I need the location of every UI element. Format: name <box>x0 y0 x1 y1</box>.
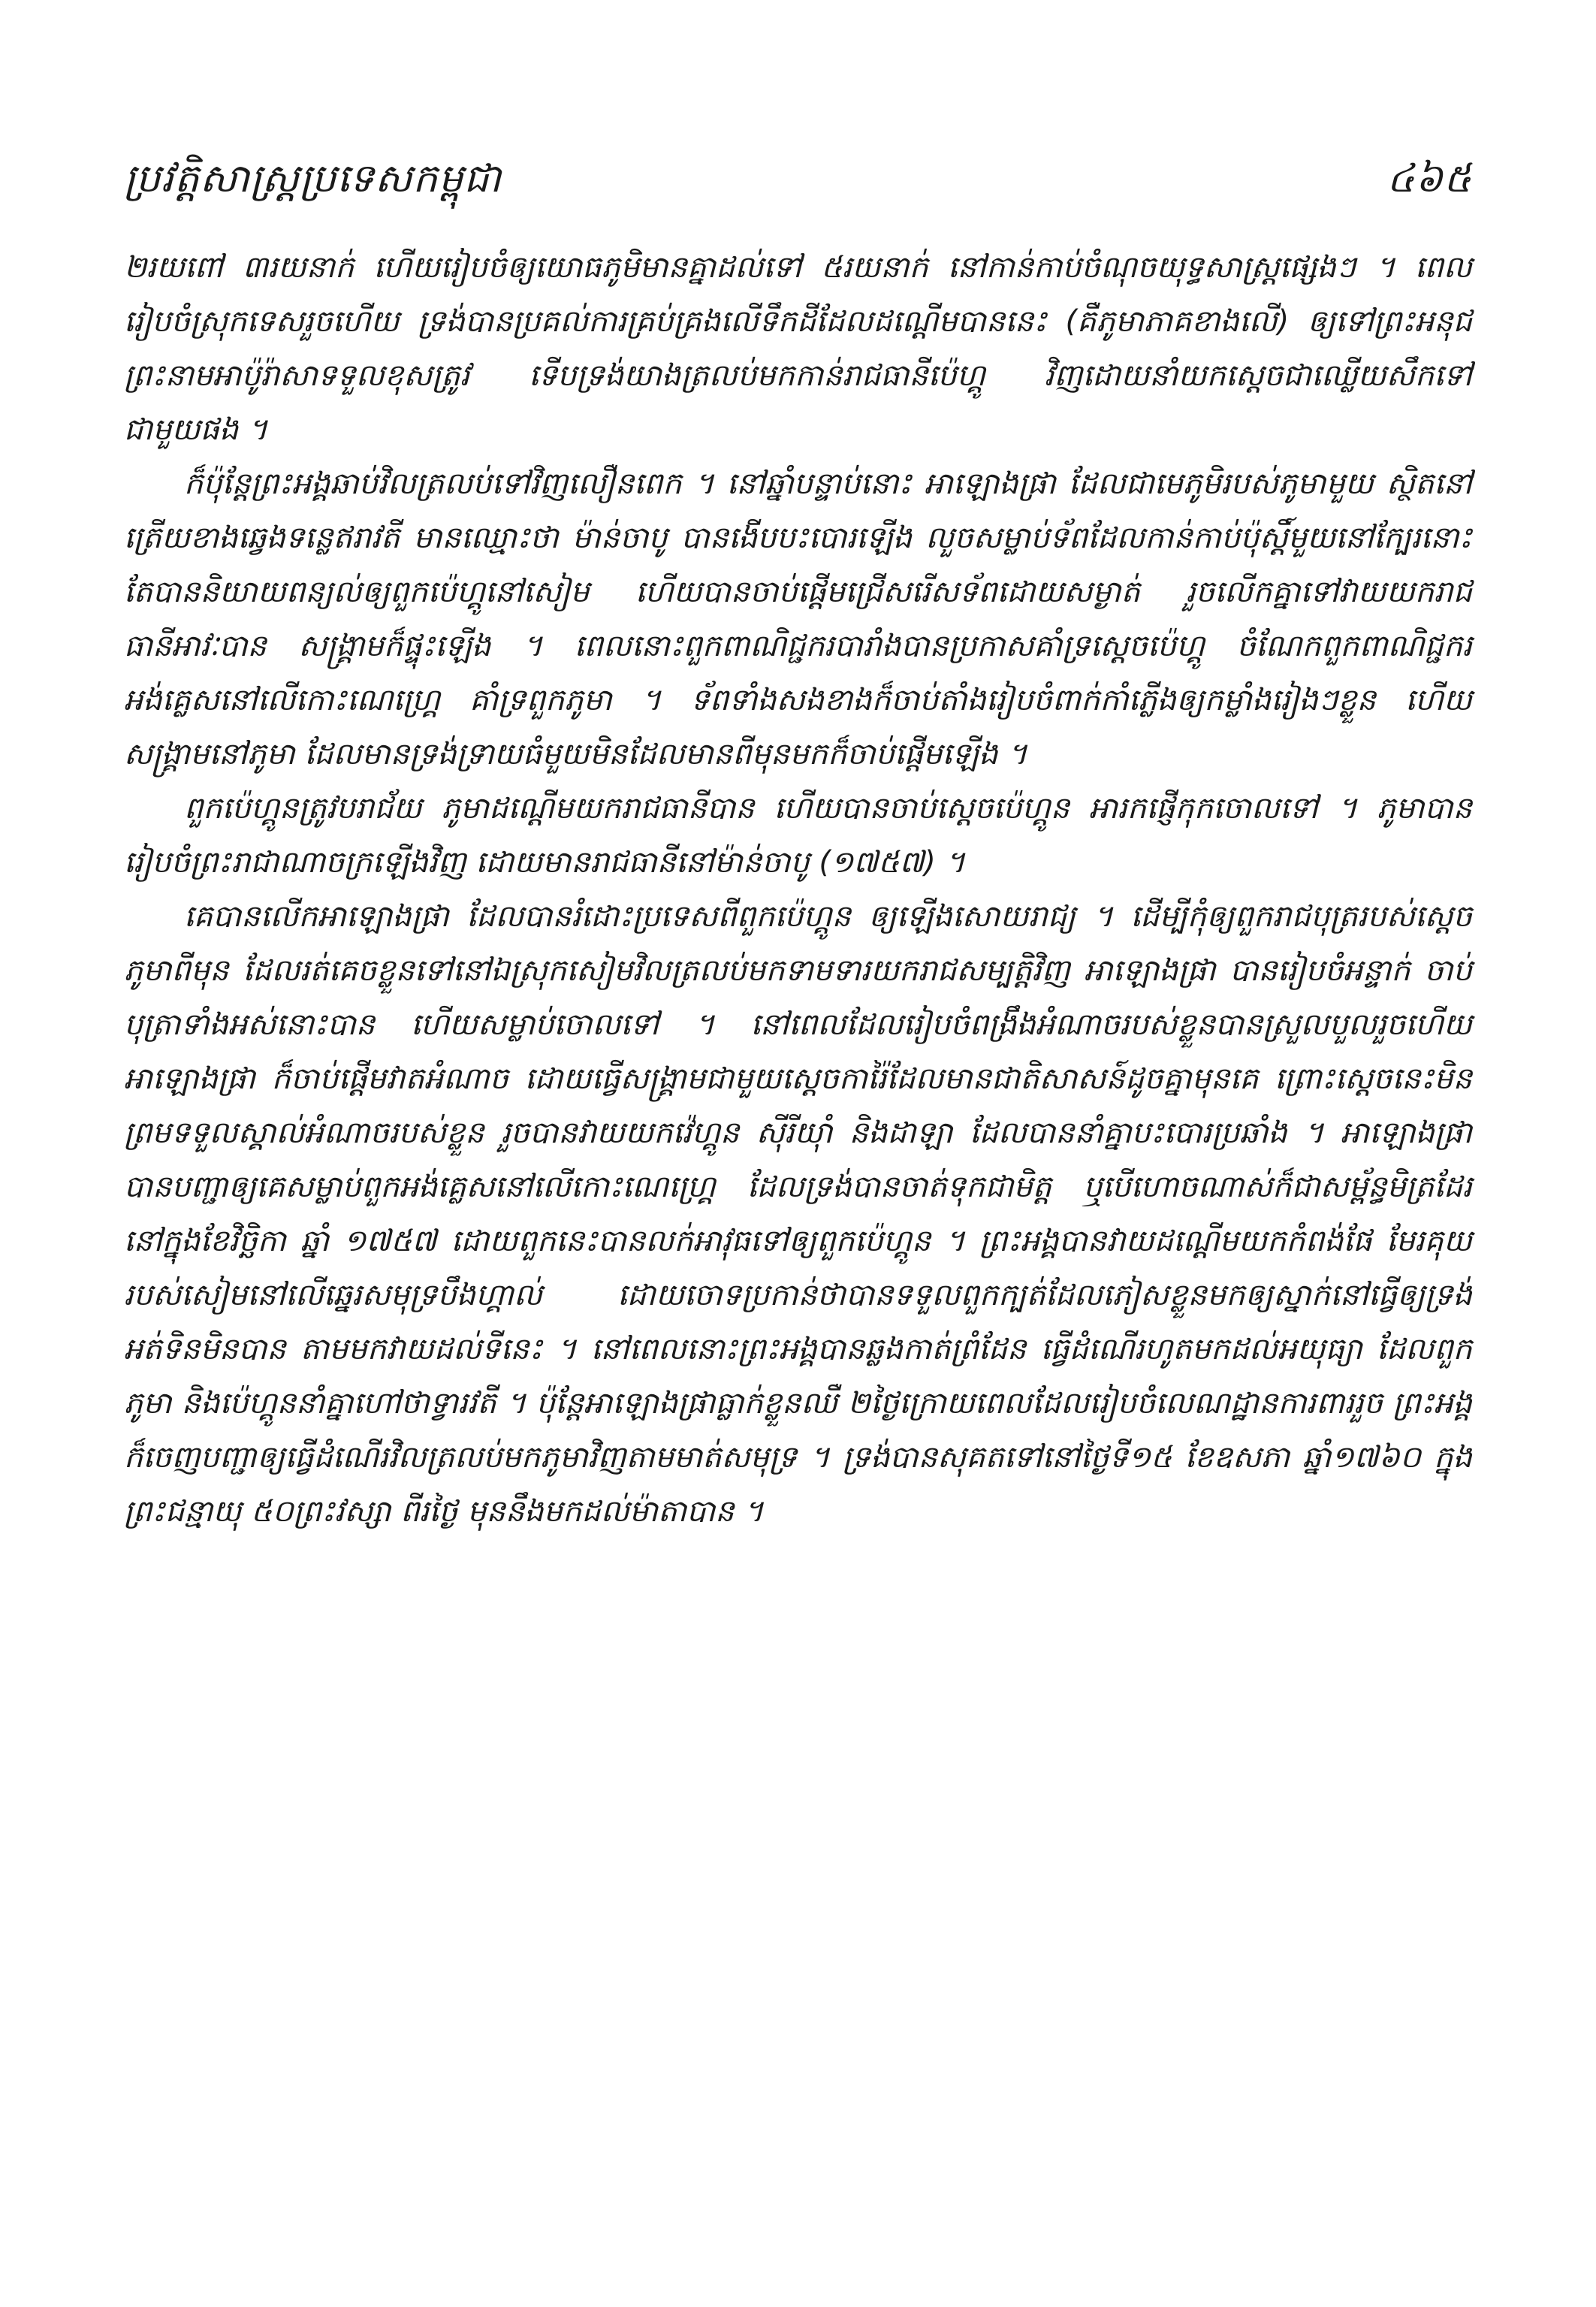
body-text <box>124 240 1472 1539</box>
page-number: ៤៦៥ <box>1386 156 1472 201</box>
paragraph: ក៏ប៉ុន្តែព្រះអង្គឆាប់វិលត្រលប់ទៅវិញលឿនពេក ។ នៅឆ្នាំបន្ទាប់នោះ អាឡោងផ្រា ដែលជាមេភូមិរបស់ភូមាមួយ ស្ថិតនៅត្រើយខាងឆ្វេងទន្លេឥរាវតី មានឈ្មោះថា ម៉ាន់ចាបូ បានងើបបះបោរឡើង លួចសម្លាប់ទ័ពដែលកាន់កាប់ប៉ុស្តិ៍មួយនៅក្បែរនោះ តែបាននិយាយពន្យល់ឲ្យពួកប៉េហ្គូនៅសៀម ហើយបានចាប់ផ្តើមជ្រើសរើសទ័ពដោយសម្ងាត់ រួចលើកគ្នាទៅវាយយករាជធានីអាវៈបាន សង្គ្រាមក៏ផ្ទុះឡើង ។ ពេលនោះពួកពាណិជ្ជករបារាំងបានប្រកាសគាំទ្រស្តេចប៉េហ្គូ ចំណែកពួកពាណិជ្ជករអង់គ្លេសនៅលើកោះណេហ្គ្រេ គាំទ្រពួកភូមា ។ ទ័ពទាំងសងខាងក៏ចាប់តាំងរៀបចំពាក់កាំភ្លើងឲ្យកម្លាំងរៀងៗខ្លួន ហើយសង្គ្រាមនៅភូមា ដែលមានទ្រង់ទ្រាយធំមួយមិនដែលមានពីមុនមកក៏ចាប់ផ្តើមឡើង ។ <box>124 467 1472 772</box>
running-title: ប្រវត្តិសាស្ត្រប្រទេសកម្ពុជា <box>124 156 502 201</box>
page-header <box>124 154 1472 214</box>
paragraph: ពួកប៉េហ្គូនត្រូវបរាជ័យ ភូមាដណ្តើមយករាជធានីបាន ហើយបានចាប់ស្តេចប៉េហ្គូន អារកផ្ញើកុកចោលទៅ ។ ភូមាបានរៀបចំព្រះរាជាណាចក្រឡើងវិញ ដោយមានរាជធានីនៅម៉ាន់ចាបូ (១៧៥៧) ។ <box>124 791 1472 880</box>
paragraph: គេបានលើកអាឡោងផ្រា ដែលបានរំដោះប្រទេសពីពួកប៉េហ្គូន ឲ្យឡើងសោយរាជ្យ ។ ដើម្បីកុំឲ្យពួករាជបុត្ររបស់ស្តេចភូមាពីមុន ដែលរត់គេចខ្លួនទៅនៅឯស្រុកសៀមវិលត្រលប់មកទាមទារយករាជសម្បត្តិវិញ អាឡោងផ្រា បានរៀបចំអន្ទាក់ ចាប់បុត្រាទាំងអស់នោះបាន ហើយសម្លាប់ចោលទៅ ។ នៅពេលដែលរៀបចំពង្រឹងអំណាចរបស់ខ្លួនបានស្រួលបួលរួចហើយ អាឡោងផ្រា ក៏ចាប់ផ្តើមវាតអំណាច ដោយធ្វើសង្គ្រាមជាមួយស្តេចការ៉ៃដែលមានជាតិសាសន៍ដូចគ្នាមុនគេ ព្រោះស្តេចនេះមិនព្រមទទួលស្គាល់អំណាចរបស់ខ្លួន រួចបានវាយយកវ៉េហ្គូន ស៊ីរីយ៉ាំ និងដាឡា ដែលបាននាំគ្នាបះបោរប្រឆាំង ។ អាឡោងផ្រា បានបញ្ជាឲ្យគេសម្លាប់ពួកអង់គ្លេសនៅលើកោះណេហ្គ្រេ ដែលទ្រង់បានចាត់ទុកជាមិត្ត ឬបើហោចណាស់ក៏ជាសម្ព័ន្ធមិត្រដែរ នៅក្នុងខែវិច្ឆិកា ឆ្នាំ ១៧៥៧ ដោយពួកនេះបានលក់អាវុធទៅឲ្យពួកប៉េហ្គូន ។ ព្រះអង្គបានវាយដណ្តើមយកកំពង់ផែ មែរគុយ របស់សៀមនៅលើឆ្នេរសមុទ្របឹងហ្គាល់ ដោយចោទប្រកាន់ថាបានទទួលពួកក្បត់ដែលភៀសខ្លួនមកឲ្យស្នាក់នៅធ្វើឲ្យទ្រង់អត់ទិនមិនបាន តាមមកវាយដល់ទីនេះ ។ នៅពេលនោះព្រះអង្គបានឆ្លងកាត់ព្រំដែន ធ្វើដំណើរហូតមកដល់អយុធ្យា ដែលពួកភូមា និងប៉េហ្គូននាំគ្នាហៅថាទ្វារវតី ។ ប៉ុន្តែអាឡោងផ្រាធ្លាក់ខ្លួនឈឺ ២ថ្ងៃក្រោយពេលដែលរៀបចំលេណដ្ឋានការពាររួច ព្រះអង្គក៏ចេញបញ្ជាឲ្យធ្វើដំណើរវិលត្រលប់មកភូមាវិញតាមមាត់សមុទ្រ ។ ទ្រង់បានសុគតទៅនៅថ្ងៃទី១៥ ខែឧសភា ឆ្នាំ១៧៦០ ក្នុងព្រះជន្មាយុ ៥០ព្រះវស្សា ពីរថ្ងៃ មុននឹងមកដល់ម៉ាតាបាន ។ <box>124 899 1473 1529</box>
paragraph: ២រយពៅ ៣រយនាក់ ហើយរៀបចំឲ្យយោធភូមិមានគ្នាដល់ទៅ ៥រយនាក់ នៅកាន់កាប់ចំណុចយុទ្ធសាស្ត្រផ្សេងៗ ។ ពេលរៀបចំស្រុកទេសរួចហើយ ទ្រង់បានប្រគល់ការគ្រប់គ្រងលើទឹកដីដែលដណ្តើមបាននេះ (គឺភូមាភាគខាងលើ) ឲ្យទៅព្រះអនុជព្រះនាមអាប៉ូរ៉ាសាទទួលខុសត្រូវ ទើបទ្រង់យាងត្រលប់មកកាន់រាជធានីប៉េហ្គូ វិញដោយនាំយកស្តេចជាឈ្លើយសឹកទៅជាមួយផង ។ <box>124 250 1473 447</box>
